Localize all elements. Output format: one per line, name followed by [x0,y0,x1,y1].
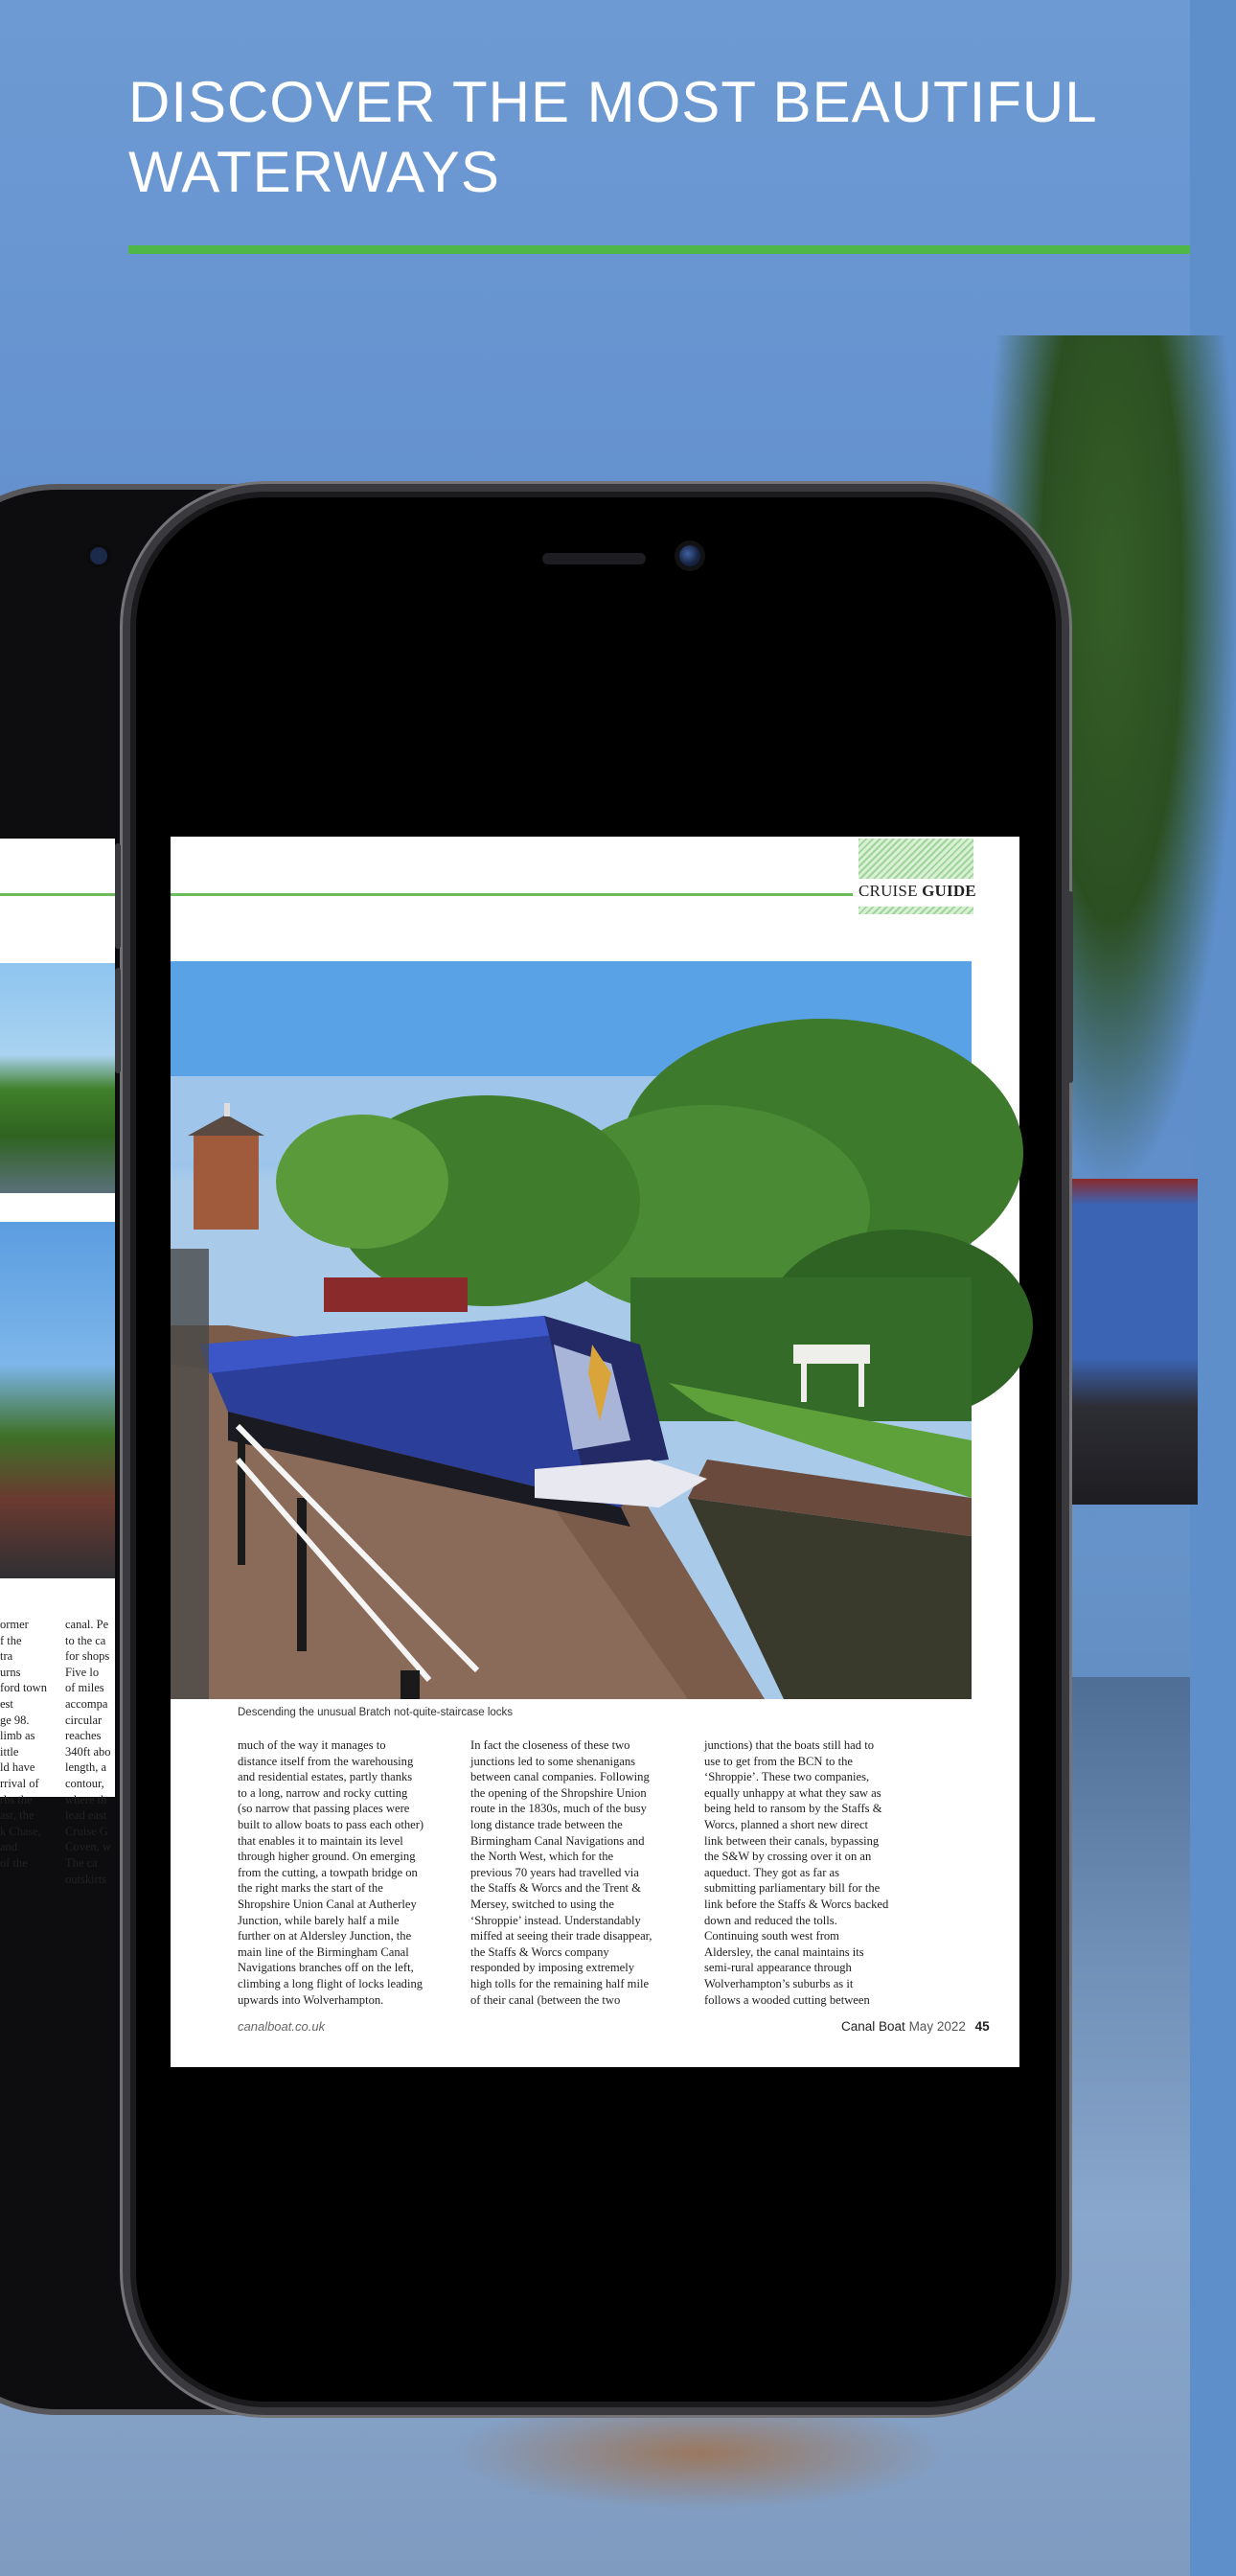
article-column-1-line: climbing a long flight of locks leading [238,1976,423,1990]
article-column-3-line: ‘Shroppie’. These two companies, [704,1770,870,1784]
back-page-column-a-line: ld have [0,1760,35,1775]
article-column-3-line: link between their canals, bypassing [704,1833,880,1848]
article-column-2-line: of their canal (between the two [470,1992,621,2007]
article-column-2-line: the Staffs & Worcs and the Trent & [470,1881,641,1896]
back-page-column-a-line: ge 98. [0,1713,30,1727]
back-page-column-b-line: to the ca [65,1633,106,1647]
section-tag [858,882,976,901]
footer-issue-date: May 2022 [908,2019,966,2034]
back-page-column-a-line: est [0,1696,13,1711]
article-column-2 [470,1737,693,2008]
article-column-1-line: Shropshire Union Canal at Autherley [238,1897,417,1911]
back-page-column-a-line: urns [0,1665,21,1679]
article-column-2-line: long distance trade between the [470,1817,623,1831]
back-page-column-b-line: contour, [65,1776,104,1790]
article-column-2-line: miffed at seeing their trade disappear, [470,1929,652,1944]
article-column-1-line: upwards into Wolverhampton. [238,1992,384,2007]
article-column-2-line: previous 70 years had travelled via [470,1865,639,1879]
section-tag-hatch [858,839,973,879]
phone-speaker [542,553,646,564]
section-tag-hatch-bottom [858,907,973,914]
article-column-3-line: link before the Staffs & Worcs backed [704,1897,889,1911]
back-page-column-b-line: Five lo [65,1665,100,1679]
back-page-column-b-line: outskirts [65,1872,107,1886]
article-column-3-line: Wolverhampton’s suburbs as it [704,1976,854,1990]
phone-side-button [1067,891,1073,1083]
article-column-3-line: the S&W by crossing over it on an [704,1850,872,1864]
article-column-2-line: junctions led to some shenanigans [470,1754,636,1768]
article-column-1-line: much of the way it manages to [238,1738,386,1752]
back-page-column-b-line: reaches [65,1729,102,1743]
article-column-1-line: built to allow boats to pass each other) [238,1817,424,1831]
article-column-3-line: Worcs, planned a short new direct [704,1817,869,1831]
article-column-1 [238,1737,460,2008]
phone-camera-icon [679,545,700,566]
back-page-column-a-line: f the [0,1633,22,1647]
footer-website[interactable]: canalboat.co.uk [238,2019,326,2034]
back-page-column-b-line: of miles [65,1681,104,1695]
article-column-1-line: from the cutting, a towpath bridge on [238,1865,418,1879]
back-page-column-b-line: for shops [65,1649,110,1664]
phone-volume-button-2 [115,968,121,1073]
article-column-3-line: down and reduced the tolls. [704,1913,837,1927]
footer-magazine-name: Canal Boat [841,2019,905,2034]
article-column-2-line: ‘Shroppie’ instead. Understandably [470,1913,641,1927]
back-page-column-b-line: circular [65,1713,103,1727]
article-column-2-line: Birmingham Canal Navigations and [470,1833,645,1848]
section-tag-regular: CRUISE [858,882,923,900]
back-page-column-a-line: ormer [0,1618,29,1631]
article-column-2-line: Mersey, switched to using the [470,1897,614,1911]
back-page-column-b-line: The ca [65,1855,98,1870]
article-column-3-line: junctions) that the boats still had to [704,1738,874,1752]
back-page-column-b-line: canal. Pe [65,1618,109,1631]
article-column-3 [704,1737,927,2008]
article-column-3-line: Continuing south west from [704,1929,839,1944]
article-column-1-line: distance itself from the warehousing [238,1754,414,1768]
article-column-1-line: that enables it to maintain its level [238,1833,403,1848]
back-page-column-a-line: of the [0,1855,28,1870]
headline-line-1: DISCOVER THE MOST BEAUTIFUL [128,70,1098,134]
article-column-1-line: through higher ground. On emerging [238,1850,416,1864]
article-column-2-line: responded by imposing extremely [470,1961,635,1975]
promo-headline [128,67,1144,207]
back-page-rule [0,893,115,896]
article-column-3-line: submitting parliamentary bill for the [704,1881,881,1896]
article-column-1-line: Junction, while barely half a mile [238,1913,400,1927]
back-page-column-a-line: limb as [0,1729,35,1743]
back-page-column-a-line: ford town [0,1681,47,1695]
footer-issue-info [841,2019,990,2034]
article-column-2-line: high tolls for the remaining half mile [470,1976,650,1990]
article-column-1-line: further on at Aldersley Junction, the [238,1929,412,1944]
article-column-2-line: the North West, which for the [470,1850,614,1864]
back-page-column-a [0,1617,57,1872]
back-phone-page [0,839,115,1886]
article-column-2-line: the opening of the Shropshire Union [470,1785,647,1800]
photo-caption: Descending the unusual Bratch not-quite-staircase locks [238,1707,514,1718]
article-column-1-line: and residential estates, partly thanks [238,1770,413,1784]
article-photo-canal-lock[interactable] [171,961,972,1699]
article-column-2-line: In fact the closeness of these two [470,1738,630,1752]
article-column-2-line: between canal companies. Following [470,1770,650,1784]
back-page-column-a-line: rrival of [0,1776,39,1790]
article-column-3-line: use to get from the BCN to the [704,1754,853,1768]
article-column-2-line: route in the 1830s, much of the busy [470,1802,647,1816]
back-page-column-a-line: k Chase, [0,1824,42,1838]
back-page-column-b-line: lead east [65,1808,107,1823]
article-column-3-line: semi-rural appearance through [704,1961,852,1975]
back-page-column-a-line: tra [0,1649,13,1664]
back-page-column-b [65,1617,115,1887]
back-page-column-a-line: and [0,1840,18,1854]
article-column-3-line: aqueduct. They got as far as [704,1865,840,1879]
article-column-1-line: main line of the Birmingham Canal [238,1944,409,1959]
phone-volume-button [115,843,121,949]
article-column-2-line: the Staffs & Worcs company [470,1944,609,1959]
back-page-photo-cottage [0,963,115,1193]
back-page-column-a-line: ast, the [0,1808,34,1823]
article-column-1-line: (so narrow that passing places were [238,1802,410,1816]
headline-line-2: WATERWAYS [128,140,500,205]
back-page-column-b-line: Coven, w [65,1840,111,1854]
article-column-1-line: the right marks the start of the [238,1881,383,1896]
background-narrowboat [1064,1179,1198,1505]
footer-page-number: 45 [974,2019,990,2034]
article-column-3-line: follows a wooded cutting between [704,1992,870,2007]
back-page-column-b-line: length, a [65,1760,107,1775]
back-page-column-b-line: Cruise G [65,1824,108,1838]
article-column-3-line: being held to ransom by the Staffs & [704,1802,882,1816]
section-tag-bold: GUIDE [922,882,976,900]
page-header-rule [171,893,853,896]
magazine-page[interactable] [171,837,1019,2067]
back-page-column-a-line: ittle [0,1744,19,1759]
back-phone-camera-icon [90,547,107,564]
back-page-column-b-line: accompa [65,1696,108,1711]
back-page-photo-boat [0,1222,115,1578]
back-page-column-a-line: rbs the [0,1792,33,1806]
article-column-3-line: equally unhappy at what they saw as [704,1785,881,1800]
article-column-1-line: Navigations branches off on the left, [238,1961,414,1975]
article-column-3-line: Aldersley, the canal maintains its [704,1944,864,1959]
headline-underline [128,245,1190,254]
back-page-column-b-line: 340ft abo [65,1744,111,1759]
article-column-1-line: to a long, narrow and rocky cutting [238,1785,408,1800]
back-page-column-b-line: where th [65,1792,107,1806]
